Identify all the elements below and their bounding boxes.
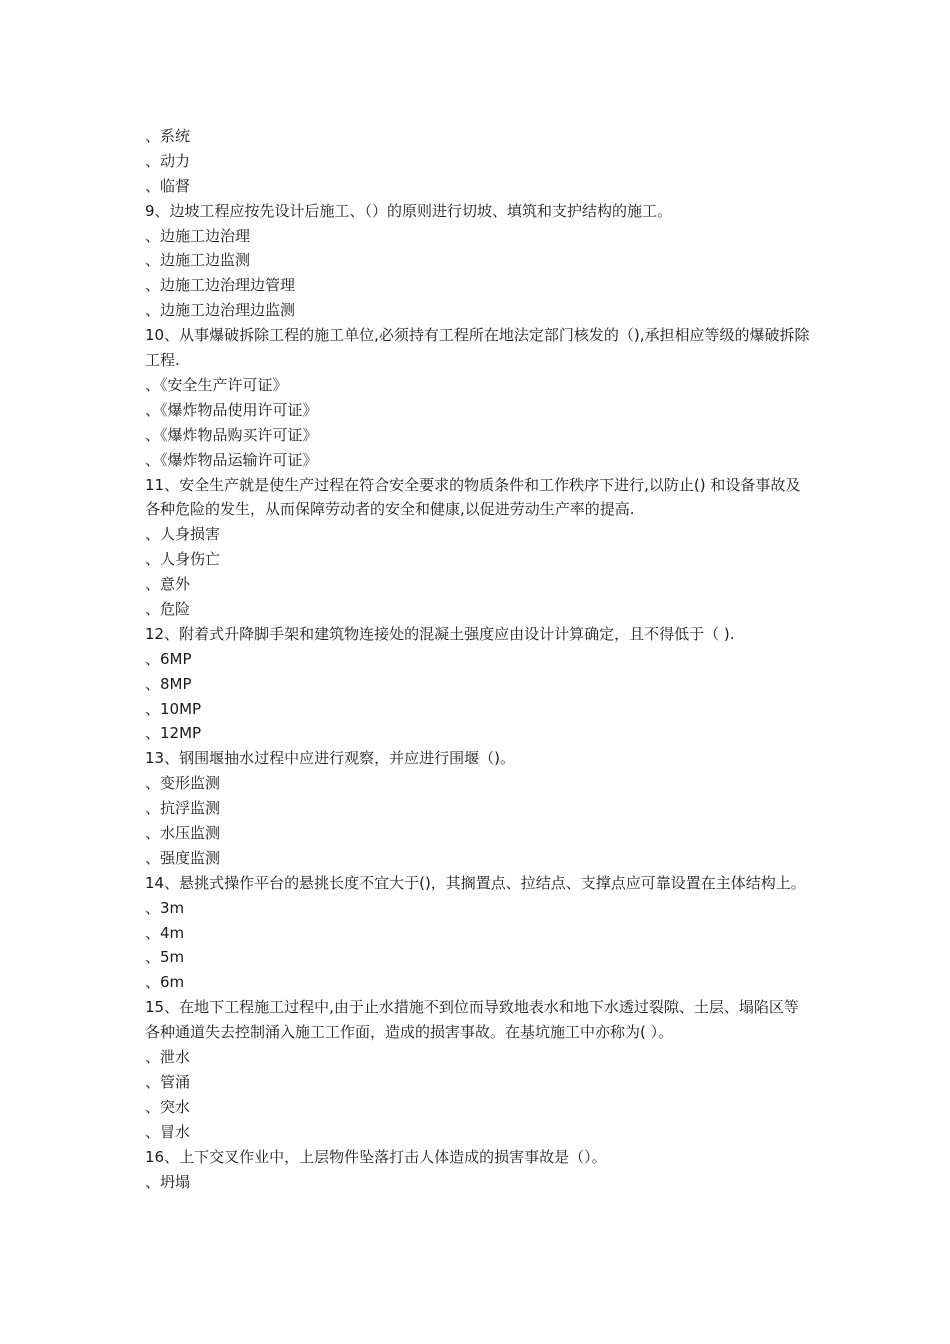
option-line: 、抗浮监测 <box>145 799 221 818</box>
question-9: 9、边坡工程应按先设计后施工、（）的原则进行切坡、填筑和支护结构的施工。 <box>145 201 673 220</box>
option-line: 、泄水 <box>145 1048 191 1067</box>
question-12: 12、附着式升降脚手架和建筑物连接处的混凝土强度应由设计计算确定，且不得低于（ ). <box>145 624 735 643</box>
option-line: 、变形监测 <box>145 774 221 793</box>
option-line: 、10MP <box>145 699 202 718</box>
option-line: 、6m <box>145 973 185 992</box>
option-line: 、边施工边治理边监测 <box>145 301 296 320</box>
question-14: 14、悬挑式操作平台的悬挑长度不宜大于()，其搁置点、拉结点、支撑点应可靠设置在主体结构上。 <box>145 873 806 892</box>
option-line: 、《爆炸物品使用许可证》 <box>145 400 318 419</box>
option-line: 、临督 <box>145 176 191 195</box>
option-line: 、人身伤亡 <box>145 550 221 569</box>
option-line: 、边施工边治理 <box>145 226 251 245</box>
option-line: 、《爆炸物品购买许可证》 <box>145 425 318 444</box>
option-line: 、5m <box>145 948 185 967</box>
option-line: 、边施工边治理边管理 <box>145 276 296 295</box>
option-line: 、冒水 <box>145 1122 191 1141</box>
option-line: 、8MP <box>145 674 192 693</box>
option-line: 、强度监测 <box>145 848 221 867</box>
option-line: 、管涌 <box>145 1072 191 1091</box>
option-line: 、3m <box>145 898 185 917</box>
option-line: 、坍塌 <box>145 1172 191 1191</box>
question-13: 13、钢围堰抽水过程中应进行观察，并应进行围堰（)。 <box>145 749 515 768</box>
question-11: 11、安全生产就是使生产过程在符合安全要求的物质条件和工作秩序下进行,以防止() 和设备事故及各种危险的发生，从而保障劳动者的安全和健康,以促进劳动生产率的提高. <box>145 475 801 519</box>
option-line: 、突水 <box>145 1097 191 1116</box>
option-line: 、边施工边监测 <box>145 251 251 270</box>
option-line: 、水压监测 <box>145 824 221 842</box>
option-line: 、12MP <box>145 724 202 743</box>
option-line: 、《安全生产许可证》 <box>145 375 288 394</box>
option-line: 、《爆炸物品运输许可证》 <box>145 450 318 469</box>
question-16: 16、上下交叉作业中，上层物件坠落打击人体造成的损害事故是（）。 <box>145 1147 607 1166</box>
question-15: 15、在地下工程施工过程中,由于止水措施不到位而导致地表水和地下水透过裂隙、土层、塌陷区等各种通道失去控制涌入施工工作面，造成的损害事故。在基坑施工中亦称为( ）。 <box>145 998 799 1042</box>
option-line: 、人身损害 <box>145 525 221 544</box>
option-line: 、危险 <box>145 599 191 618</box>
question-10: 10、从事爆破拆除工程的施工单位,必须持有工程所在地法定部门核发的（),承担相应等级的爆破拆除工程. <box>145 326 810 370</box>
option-line: 、系统 <box>145 127 191 145</box>
option-line: 、意外 <box>145 575 191 594</box>
option-line: 、6MP <box>145 649 192 668</box>
document-body <box>145 124 810 1194</box>
option-line: 、动力 <box>145 151 191 170</box>
option-line: 、4m <box>145 923 185 942</box>
